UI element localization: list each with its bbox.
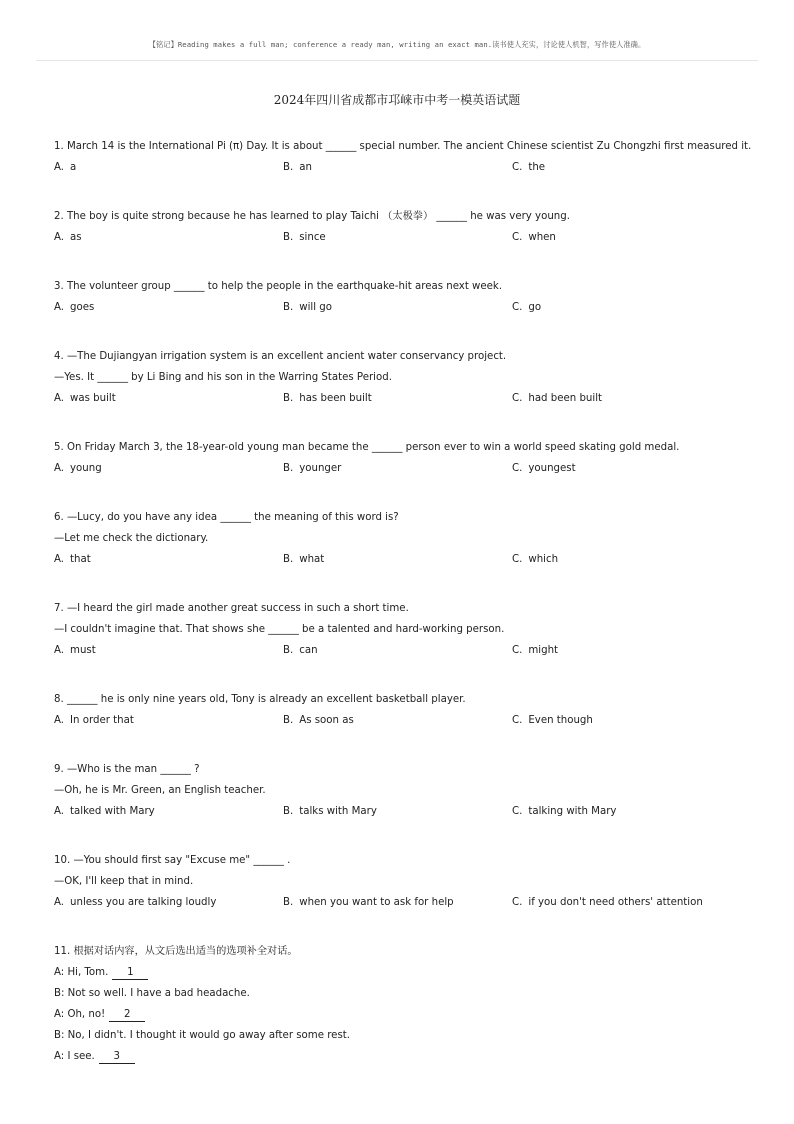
option-letter: C. <box>512 897 523 908</box>
question-text: 3. The volunteer group ______ to help the people in the earthquake-hit areas next week. <box>54 281 503 292</box>
answer-option <box>54 297 283 318</box>
option-text: youngest <box>528 463 576 474</box>
answer-option <box>283 297 512 318</box>
option-letter: C. <box>512 302 523 313</box>
option-text: might <box>528 645 559 656</box>
answer-option <box>283 227 512 248</box>
answer-options <box>54 892 754 913</box>
option-text: the <box>528 162 546 173</box>
option-text: which <box>528 554 559 565</box>
answer-option <box>512 640 741 661</box>
question-text: 7. —I heard the girl made another great success in such a short time. <box>54 603 409 614</box>
option-letter: C. <box>512 554 523 565</box>
question-4 <box>54 346 754 409</box>
option-letter: B. <box>283 302 294 313</box>
answer-option <box>54 388 283 409</box>
question-11 <box>54 941 754 1067</box>
option-text: talking with Mary <box>528 806 617 817</box>
option-text: if you don't need others' attention <box>528 897 703 908</box>
answer-option <box>54 801 283 822</box>
answer-blank: 3 <box>99 1051 135 1064</box>
option-text: had been built <box>528 393 603 404</box>
answer-options <box>54 801 754 822</box>
dialog-text: A: Oh, no! <box>54 1009 106 1020</box>
option-text: when you want to ask for help <box>299 897 454 908</box>
option-text: go <box>528 302 542 313</box>
option-letter: A. <box>54 162 65 173</box>
answer-options <box>54 640 754 661</box>
option-letter: B. <box>283 715 294 726</box>
dialog <box>54 962 754 1067</box>
answer-option <box>54 892 283 913</box>
question-text: —Oh, he is Mr. Green, an English teacher. <box>54 785 266 796</box>
question-text: —I couldn't imagine that. That shows she ______ be a talented and hard-working person. <box>54 624 505 635</box>
option-text: younger <box>299 463 342 474</box>
answer-option <box>512 388 741 409</box>
answer-blank: 2 <box>109 1009 145 1022</box>
option-text: has been built <box>299 393 372 404</box>
question-text: 4. —The Dujiangyan irrigation system is an excellent ancient water conservancy project. <box>54 351 507 362</box>
answer-option <box>512 297 741 318</box>
answer-options <box>54 388 754 409</box>
option-text: as <box>70 232 82 243</box>
option-text: can <box>299 645 318 656</box>
page-title: 2024年四川省成都市邛崃市中考一模英语试题 <box>273 93 521 107</box>
dialog-line <box>54 1025 754 1046</box>
option-letter: A. <box>54 554 65 565</box>
dialog-line <box>54 1046 754 1067</box>
option-letter: B. <box>283 162 294 173</box>
dialog-text: B: Not so well. I have a bad headache. <box>54 988 250 999</box>
multiple-choice-section <box>54 136 754 913</box>
answer-option <box>283 640 512 661</box>
dialog-line <box>54 962 754 983</box>
option-letter: C. <box>512 715 523 726</box>
question-text: 8. ______ he is only nine years old, Tony is already an excellent basketball player. <box>54 694 466 705</box>
answer-option <box>54 458 283 479</box>
option-letter: A. <box>54 897 65 908</box>
question-6 <box>54 507 754 570</box>
header-divider <box>36 60 758 61</box>
answer-option <box>283 710 512 731</box>
option-text: since <box>299 232 326 243</box>
answer-blank: 1 <box>112 967 148 980</box>
option-letter: B. <box>283 393 294 404</box>
question-text: 10. —You should first say "Excuse me" ______ . <box>54 855 291 866</box>
option-letter: C. <box>512 806 523 817</box>
question-text: —OK, I'll keep that in mind. <box>54 876 194 887</box>
answer-options <box>54 710 754 731</box>
option-text: what <box>299 554 325 565</box>
option-text: an <box>299 162 312 173</box>
answer-option <box>283 801 512 822</box>
question-text: 6. —Lucy, do you have any idea ______ the meaning of this word is? <box>54 512 399 523</box>
answer-option <box>512 710 741 731</box>
option-letter: C. <box>512 232 523 243</box>
answer-option <box>283 549 512 570</box>
question-9 <box>54 759 754 822</box>
option-text: Even though <box>528 715 593 726</box>
question-text: —Let me check the dictionary. <box>54 533 209 544</box>
answer-option <box>54 549 283 570</box>
question-1 <box>54 136 754 178</box>
option-text: that <box>70 554 91 565</box>
answer-option <box>283 157 512 178</box>
option-letter: B. <box>283 554 294 565</box>
option-text: goes <box>70 302 95 313</box>
answer-option <box>54 640 283 661</box>
option-letter: A. <box>54 393 65 404</box>
answer-option <box>283 892 512 913</box>
option-letter: A. <box>54 645 65 656</box>
option-text: unless you are talking loudly <box>70 897 217 908</box>
question-list <box>54 136 754 1095</box>
answer-option <box>54 227 283 248</box>
answer-options <box>54 297 754 318</box>
option-letter: B. <box>283 463 294 474</box>
option-letter: C. <box>512 645 523 656</box>
option-text: was built <box>70 393 116 404</box>
answer-options <box>54 458 754 479</box>
question-7 <box>54 598 754 661</box>
dialog-text: A: Hi, Tom. <box>54 967 109 978</box>
option-text: when <box>528 232 556 243</box>
dialog-line <box>54 1004 754 1025</box>
question-11-instruction: 11. 根据对话内容，从文后选出适当的选项补全对话。 <box>54 946 298 957</box>
answer-option <box>512 549 741 570</box>
option-letter: B. <box>283 806 294 817</box>
question-text: 5. On Friday March 3, the 18-year-old young man became the ______ person ever to win a world speed skating gold medal. <box>54 442 680 453</box>
answer-option <box>512 892 741 913</box>
answer-option <box>512 801 741 822</box>
option-text: will go <box>299 302 332 313</box>
answer-option <box>54 710 283 731</box>
option-letter: A. <box>54 302 65 313</box>
option-letter: C. <box>512 162 523 173</box>
option-letter: C. <box>512 393 523 404</box>
answer-option <box>512 458 741 479</box>
option-text: young <box>70 463 102 474</box>
question-2 <box>54 206 754 248</box>
option-letter: A. <box>54 463 65 474</box>
answer-options <box>54 157 754 178</box>
option-letter: B. <box>283 897 294 908</box>
question-3 <box>54 276 754 318</box>
answer-option <box>512 157 741 178</box>
option-text: a <box>70 162 77 173</box>
question-text: 1. March 14 is the International Pi (π) Day. It is about ______ special number. The ancient Chinese scientist Zu Chongzhi first measured it. <box>54 141 752 152</box>
answer-options <box>54 549 754 570</box>
option-text: As soon as <box>299 715 354 726</box>
option-text: In order that <box>70 715 134 726</box>
question-8 <box>54 689 754 731</box>
dialog-line <box>54 983 754 1004</box>
answer-option <box>512 227 741 248</box>
question-text: 2. The boy is quite strong because he has learned to play Taichi （太极拳） ______ he was very young. <box>54 211 570 222</box>
question-text: —Yes. It ______ by Li Bing and his son in the Warring States Period. <box>54 372 392 383</box>
option-letter: C. <box>512 463 523 474</box>
option-letter: A. <box>54 232 65 243</box>
option-text: talks with Mary <box>299 806 377 817</box>
answer-option <box>54 157 283 178</box>
option-text: talked with Mary <box>70 806 155 817</box>
dialog-text: A: I see. <box>54 1051 95 1062</box>
question-text: 9. —Who is the man ______ ? <box>54 764 200 775</box>
header-note: 【铭记】Reading makes a full man; conference a ready man, writing an exact man.读书使人充实，讨论使人机智，写作使人准确。 <box>148 40 646 49</box>
option-letter: B. <box>283 645 294 656</box>
option-letter: A. <box>54 806 65 817</box>
answer-option <box>283 458 512 479</box>
question-5 <box>54 437 754 479</box>
option-letter: B. <box>283 232 294 243</box>
answer-options <box>54 227 754 248</box>
answer-option <box>283 388 512 409</box>
option-text: must <box>70 645 96 656</box>
question-10 <box>54 850 754 913</box>
dialog-text: B: No, I didn't. I thought it would go away after some rest. <box>54 1030 350 1041</box>
option-letter: A. <box>54 715 65 726</box>
